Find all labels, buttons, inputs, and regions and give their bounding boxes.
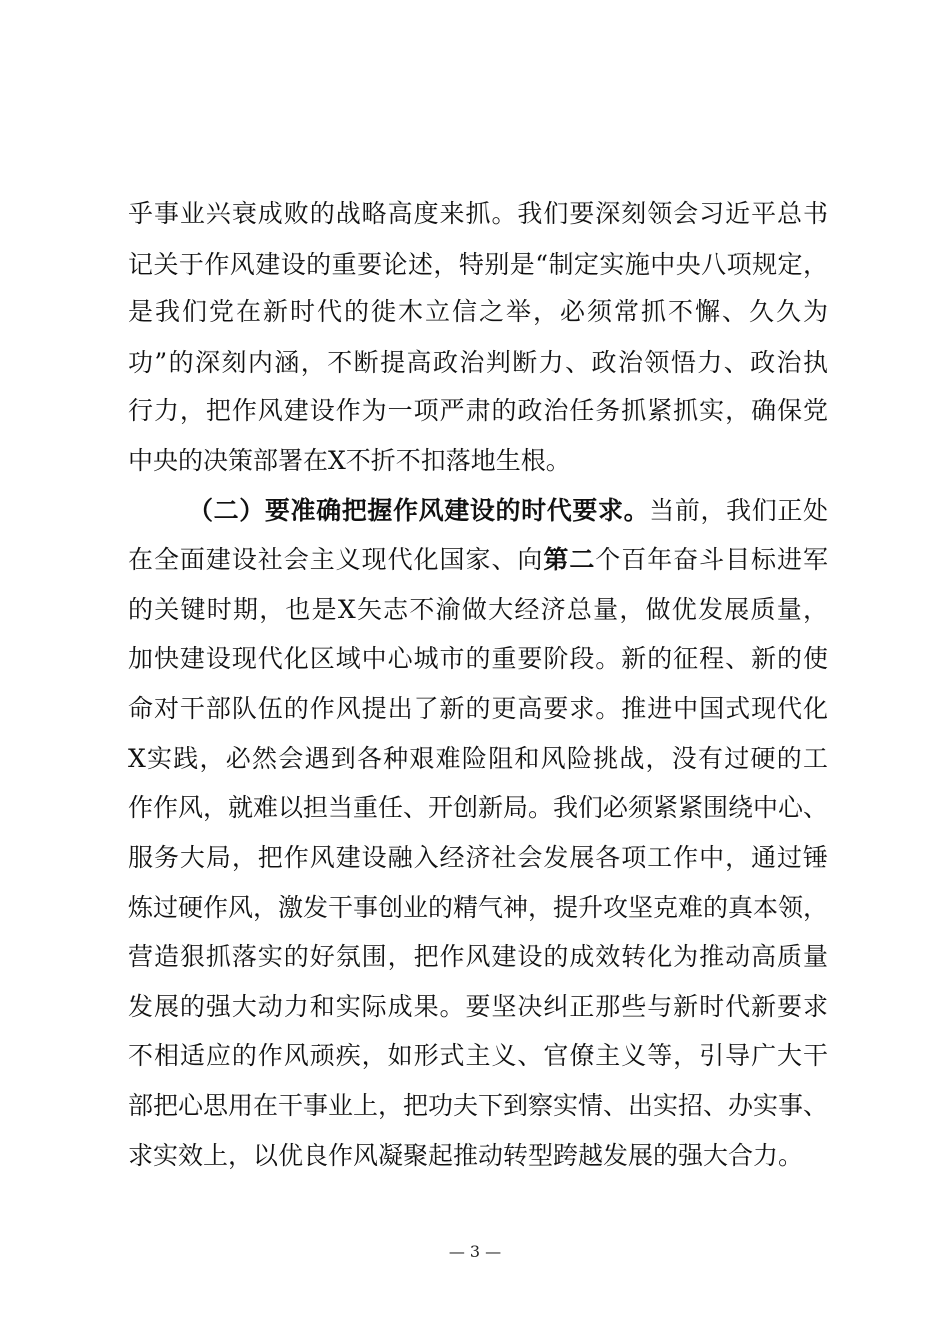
text-line: 中央的决策部署在Ⅹ不折不扣落地生根。 (128, 446, 571, 475)
text-line: 作作风，就难以担当重任、开创新局。我们必须紧紧围绕中心、 (128, 793, 829, 822)
text-line: 的关键时期，也是Ⅹ矢志不渝做大经济总量，做优发展质量， (128, 595, 828, 624)
section-heading: （二）要准确把握作风建设的时代要求。 (188, 496, 650, 525)
text-line (128, 535, 828, 585)
text-line: 部把心思用在干事业上，把功夫下到察实情、出实招、办实事、 (128, 1091, 829, 1120)
text-line: 炼过硬作风，激发干事创业的精气神，提升攻坚克难的真本领， (128, 893, 829, 922)
text-line: 行力，把作风建设作为一项严肃的政治任务抓紧抓实，确保党 (128, 396, 828, 425)
page-number: — 3 — (448, 1242, 502, 1261)
text-line: 加快建设现代化区域中心城市的重要阶段。新的征程、新的使 (128, 644, 828, 673)
text-segment: 在全面建设社会主义现代化国家、向 (128, 545, 544, 574)
text-line: 发展的强大动力和实际成果。要坚决纠正那些与新时代新要求 (128, 992, 828, 1021)
text-segment: 个百年奋斗目标进军 (595, 545, 828, 574)
text-line: 功”的深刻内涵，不断提高政治判断力、政治领悟力、政治执 (128, 348, 828, 377)
text-line: 求实效上，以优良作风凝聚起推动转型跨越发展的强大合力。 (128, 1141, 804, 1170)
section-heading-line (188, 486, 828, 536)
text-line: 营造狠抓落实的好氛围，把作风建设的成效转化为推动高质量 (128, 942, 828, 971)
bold-text-segment: 第二 (543, 545, 596, 574)
text-line: 命对干部队伍的作风提出了新的更高要求。推进中国式现代化 (128, 694, 828, 723)
text-line: 是我们党在新时代的徙木立信之举，必须常抓不懈、久久为 (128, 297, 828, 326)
text-line: Ⅹ实践，必然会遇到各种艰难险阻和风险挑战，没有过硬的工 (128, 744, 828, 773)
text-line: 服务大局，把作风建设融入经济社会发展各项工作中，通过锤 (128, 843, 828, 872)
heading-line-rest: 当前，我们正处 (649, 496, 828, 525)
text-line: 记关于作风建设的重要论述，特别是“制定实施中央八项规定， (128, 250, 828, 279)
text-line: 乎事业兴衰成败的战略高度来抓。我们要深刻领会习近平总书 (128, 199, 828, 228)
text-line: 不相适应的作风顽疾，如形式主义、官僚主义等，引导广大干 (128, 1041, 828, 1070)
